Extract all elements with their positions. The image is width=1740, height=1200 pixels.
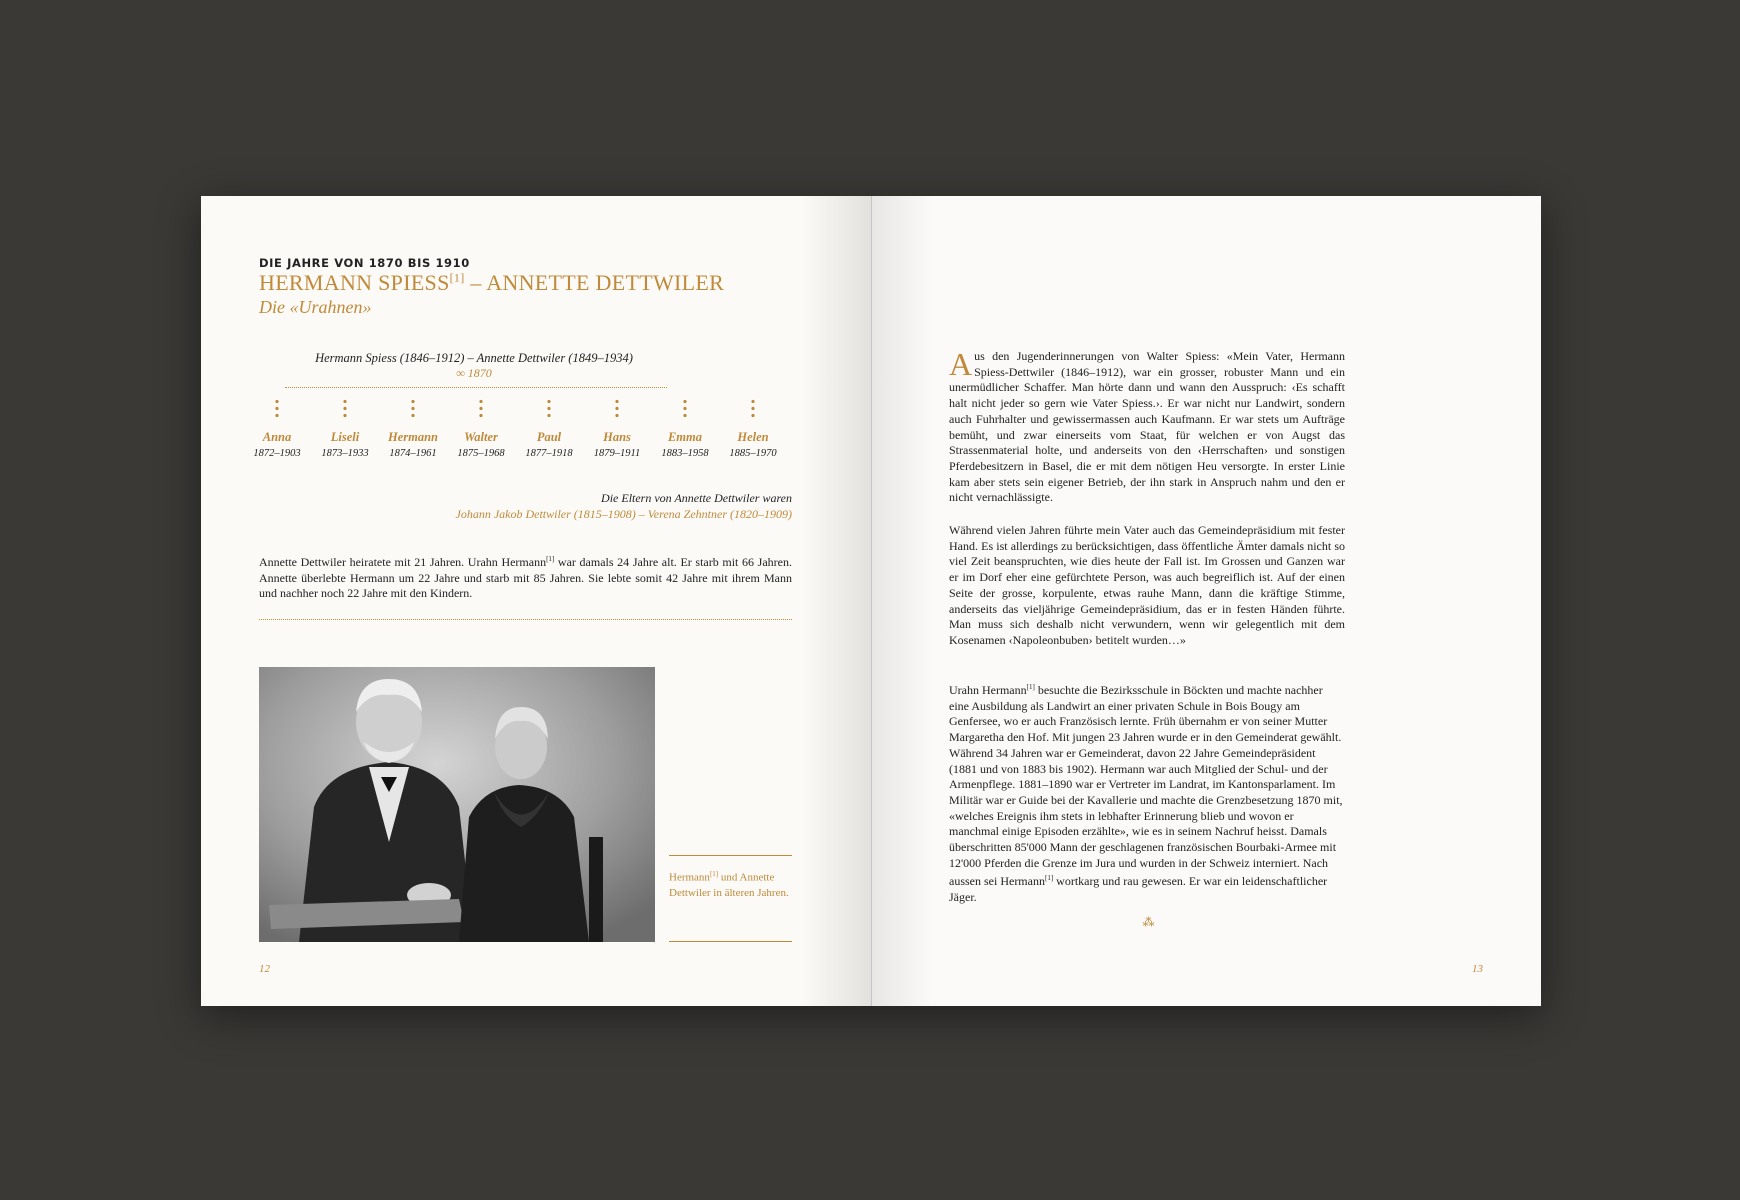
child-years: 1877–1918 bbox=[525, 448, 573, 459]
couple-photo bbox=[259, 667, 655, 942]
caption-rule-top bbox=[669, 855, 792, 856]
child-entry bbox=[247, 398, 307, 459]
child-years: 1885–1970 bbox=[729, 448, 777, 459]
child-entry bbox=[519, 398, 579, 459]
child-name: Liseli bbox=[330, 430, 360, 444]
memoir-paragraph-2 bbox=[949, 523, 1345, 649]
footnote-ref: [1] bbox=[709, 870, 719, 878]
grandparents-intro: Die Eltern von Annette Dettwiler waren bbox=[601, 491, 792, 505]
child-years: 1883–1958 bbox=[661, 448, 709, 459]
bio-text-c: wortkarg und rau gewesen. Er war ein leidenschaftlicher Jäger. bbox=[949, 874, 1328, 905]
grandparents-names: Johann Jakob Dettwiler (1815–1908) – Verena Zehntner (1820–1909) bbox=[455, 507, 792, 521]
child-entry bbox=[315, 398, 375, 459]
child-years: 1874–1961 bbox=[389, 448, 437, 459]
memoir-text-1: us den Jugenderinnerungen von Walter Spiess: «Mein Vater, Hermann Spiess-Dettwiler (1846–1912), war ein grosser, robuster Mann und ein unermüdlicher Schaffer. Man hörte dann und wann den Ausspruch: ‹Es schafft halt nicht jeder so gern wie Vater Spiess.›. Er war nicht nur Landwirt, sondern auch Fuhrhalter und gewissermassen auch Kaufmann. Er war stets um Aufträge bemüht, und zwar einerseits vom Staat, für welchen er von Augst das Strassenmaterial holte, und anderseits von den ‹Herrschaften› und sonstigen Pferdebesitzern in Basel, die er mit dem nötigen Heu versorgte. In erster Linie kam aber stets sein eigener Betrieb, der ihn stark in Anspruch nahm und den er nicht vernachlässigte. bbox=[949, 349, 1345, 505]
child-name: Walter bbox=[464, 430, 498, 444]
tree-branch-dots bbox=[275, 398, 279, 418]
chapter-title bbox=[259, 270, 724, 296]
section-divider bbox=[259, 619, 792, 620]
photo-caption bbox=[669, 867, 792, 901]
tree-branch-dots bbox=[615, 398, 619, 418]
tree-branch-dots bbox=[547, 398, 551, 418]
child-entry bbox=[451, 398, 511, 459]
footnote-ref: [1] bbox=[546, 555, 555, 563]
biography-paragraph bbox=[949, 680, 1345, 906]
couple-photo-illustration bbox=[259, 667, 655, 942]
child-entry bbox=[383, 398, 443, 459]
child-years: 1872–1903 bbox=[253, 448, 301, 459]
tree-branch-dots bbox=[343, 398, 347, 418]
bio-text-a: Urahn Hermann bbox=[949, 683, 1027, 697]
left-page bbox=[201, 196, 872, 1006]
child-years: 1875–1968 bbox=[457, 448, 505, 459]
memoir-text-2: Während vielen Jahren führte mein Vater auch das Gemeindepräsidium mit fester Hand. Es ist allerdings zu berücksichtigen, dass öffentliche Ämter damals nicht so viel Zeit beanspruchten, wie dies heute der Fall ist. Im Grossen und Ganzen war er im Dorf eher eine gefürchtete Person, was auch begreiflich ist. Auf der einen Seite der grosse, korpulente, etwas rauhe Mann, dann die kräftige Stimme, anderseits das vieljährige Gemeindepräsidium, das er in festen Händen führte. Man muss sich deshalb nicht verwundern, wenn wir gelegentlich mit dem Kosenamen ‹Napoleonbuben› betitelt wurden…» bbox=[949, 523, 1345, 647]
child-entry bbox=[587, 398, 647, 459]
tree-branch-dots bbox=[751, 398, 755, 418]
intro-paragraph bbox=[259, 552, 792, 602]
title-main: HERMANN SPIESS bbox=[259, 270, 450, 295]
right-page bbox=[872, 196, 1541, 1006]
child-name: Anna bbox=[262, 430, 292, 444]
family-tree-parents: Hermann Spiess (1846–1912) – Annette Dettwiler (1849–1934) bbox=[315, 351, 633, 365]
caption-rule-bottom bbox=[669, 941, 792, 942]
child-name: Paul bbox=[536, 430, 562, 444]
child-name: Hermann bbox=[387, 430, 438, 444]
page-number: 13 bbox=[1472, 963, 1483, 975]
footnote-ref: [1] bbox=[1044, 874, 1054, 883]
book-spread bbox=[201, 196, 1541, 1006]
section-kicker: DIE JAHRE VON 1870 BIS 1910 bbox=[259, 256, 470, 270]
bio-text-b: besuchte die Bezirksschule in Böckten und machte nachher eine Ausbildung als Landwirt an einer privaten Schule in Bois Bougy am Genfersee, wo er auch Französisch lernte. Früh übernahm er von seiner Mutter Margaretha den Hof. Mit jungen 23 Jahren wurde er in den Gemeinderat gewählt. Während 34 Jahren war er Gemeinderat, davon 22 Jahre Gemeindepräsident (1881 und von 1883 bis 1902). Hermann war auch Mitglied der Schul- und der Armenpflege. 1881–1890 war er Vertreter im Landrat, im Kantonsparlament. Im Militär war er Guide bei der Kavallerie und machte die Grenzbesetzung 1870 mit, «welches Ereignis ihm stets in lebhafter Erinnerung blieb und wovon er manchmal einige Episoden erzählte», wie es in seinem Nachruf heisst. Damals überschritten 85'000 Mann der geschlagenen französischen Bourbaki-Armee mit 12'000 Pferden die Grenze im Jura und wurden in der Schweiz interniert. Nach aussen sei Hermann bbox=[949, 683, 1343, 889]
tree-branch-dots bbox=[683, 398, 687, 418]
ornament-icon: ⁂ bbox=[1142, 915, 1154, 929]
page-number: 12 bbox=[259, 963, 270, 975]
tree-branch-dots bbox=[411, 398, 415, 418]
family-tree-connector bbox=[285, 387, 667, 388]
footnote-ref: [1] bbox=[1026, 683, 1035, 691]
intro-text-a: Annette Dettwiler heiratete mit 21 Jahren. Urahn Hermann bbox=[259, 555, 547, 569]
child-name: Helen bbox=[737, 430, 769, 444]
title-footnote-ref: [1] bbox=[449, 270, 465, 285]
caption-text-b: und Annette Dettwiler in älteren Jahren. bbox=[669, 871, 789, 899]
caption-text-a: Hermann bbox=[669, 871, 710, 884]
chapter-subtitle: Die «Urahnen» bbox=[259, 297, 372, 317]
drop-cap: A bbox=[949, 346, 973, 382]
child-years: 1879–1911 bbox=[593, 448, 641, 459]
child-entry bbox=[723, 398, 783, 459]
child-name: Hans bbox=[603, 430, 631, 444]
intro-text-b: war damals 24 Jahre alt. Er starb mit 66 Jahren. Annette überlebte Hermann um 22 Jahre und starb mit 85 Jahren. Sie lebte somit 42 Jahre mit ihrem Mann und nachher noch 22 Jahre mit den Kindern. bbox=[259, 555, 792, 601]
title-rest: – ANNETTE DETTWILER bbox=[464, 270, 725, 295]
child-name: Emma bbox=[667, 430, 703, 444]
marriage-year: ∞ 1870 bbox=[456, 366, 492, 380]
child-years: 1873–1933 bbox=[321, 448, 369, 459]
child-entry bbox=[655, 398, 715, 459]
memoir-paragraph-1 bbox=[949, 346, 1345, 506]
tree-branch-dots bbox=[479, 398, 483, 418]
